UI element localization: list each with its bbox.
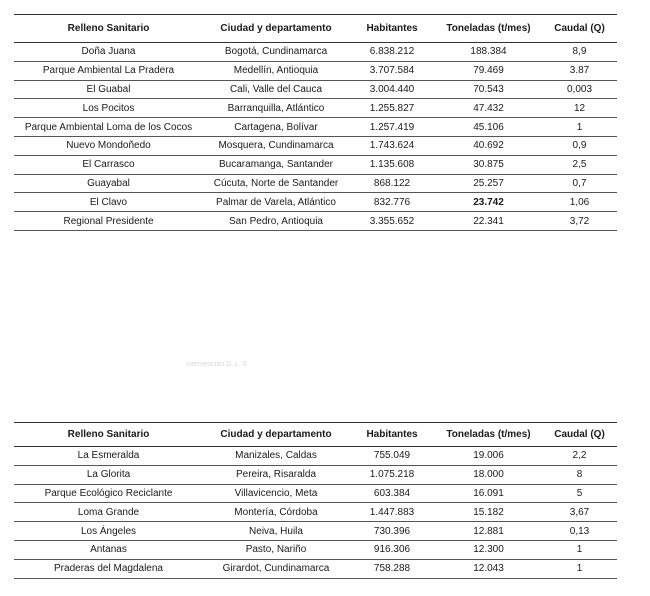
cell-caudal: 5 — [542, 484, 617, 503]
header-toneladas: Toneladas (t/mes) — [435, 15, 542, 43]
cell-habitantes: 1.075.218 — [349, 465, 435, 484]
cell-toneladas: 70.543 — [435, 80, 542, 99]
header-caudal: Caudal (Q) — [542, 15, 617, 43]
table-row — [14, 80, 617, 99]
table-row — [14, 484, 617, 503]
table-row — [14, 155, 617, 174]
cell-relleno: Praderas del Magdalena — [14, 559, 203, 578]
cell-relleno: Parque Ambiental Loma de los Cocos — [14, 118, 203, 137]
cell-caudal: 1 — [542, 540, 617, 559]
cell-toneladas: 18.000 — [435, 465, 542, 484]
cell-ciudad: San Pedro, Antioquia — [203, 212, 349, 231]
cell-toneladas: 40.692 — [435, 136, 542, 155]
cell-ciudad: Cúcuta, Norte de Santander — [203, 174, 349, 193]
table-row — [14, 522, 617, 541]
cell-caudal: 1 — [542, 118, 617, 137]
cell-habitantes: 3.707.584 — [349, 61, 435, 80]
cell-ciudad: Girardot, Cundinamarca — [203, 559, 349, 578]
cell-ciudad: Manizales, Caldas — [203, 447, 349, 466]
cell-caudal: 1,06 — [542, 193, 617, 212]
cell-toneladas: 188.384 — [435, 43, 542, 62]
cell-toneladas: 25.257 — [435, 174, 542, 193]
cell-ciudad: Mosquera, Cundinamarca — [203, 136, 349, 155]
table-row — [14, 540, 617, 559]
cell-toneladas: 30.875 — [435, 155, 542, 174]
cell-habitantes: 832.776 — [349, 193, 435, 212]
cell-caudal: 1 — [542, 559, 617, 578]
cell-relleno: Nuevo Mondoñedo — [14, 136, 203, 155]
table-header-row — [14, 423, 617, 447]
cell-toneladas: 19.006 — [435, 447, 542, 466]
cell-ciudad: Neiva, Huila — [203, 522, 349, 541]
cell-ciudad: Medellín, Antioquia — [203, 61, 349, 80]
header-relleno: Relleno Sanitario — [14, 15, 203, 43]
cell-caudal: 0,13 — [542, 522, 617, 541]
cell-ciudad: Barranquilla, Atlántico — [203, 99, 349, 118]
cell-habitantes: 916.306 — [349, 540, 435, 559]
cell-habitantes: 603.384 — [349, 484, 435, 503]
table-row — [14, 99, 617, 118]
header-ciudad: Ciudad y departamento — [203, 423, 349, 447]
header-toneladas: Toneladas (t/mes) — [435, 423, 542, 447]
cell-relleno: El Carrasco — [14, 155, 203, 174]
cell-relleno: Guayabal — [14, 174, 203, 193]
cell-habitantes: 1.743.624 — [349, 136, 435, 155]
cell-relleno: El Clavo — [14, 193, 203, 212]
cell-habitantes: 1.135.608 — [349, 155, 435, 174]
landfill-table-top — [14, 14, 617, 231]
cell-habitantes: 1.255.827 — [349, 99, 435, 118]
header-habitantes: Habitantes — [349, 15, 435, 43]
cell-relleno: El Guabal — [14, 80, 203, 99]
cell-toneladas: 23.742 — [435, 193, 542, 212]
cell-toneladas: 47.432 — [435, 99, 542, 118]
header-caudal: Caudal (Q) — [542, 423, 617, 447]
table-row — [14, 136, 617, 155]
table-row — [14, 61, 617, 80]
cell-habitantes: 1.447.883 — [349, 503, 435, 522]
cell-ciudad: Bogotá, Cundinamarca — [203, 43, 349, 62]
table-header-row — [14, 15, 617, 43]
cell-ciudad: Montería, Córdoba — [203, 503, 349, 522]
cell-relleno: Parque Ambiental La Pradera — [14, 61, 203, 80]
table-row — [14, 559, 617, 578]
cell-habitantes: 758.288 — [349, 559, 435, 578]
cell-relleno: Los Ángeles — [14, 522, 203, 541]
cell-toneladas: 12.300 — [435, 540, 542, 559]
cell-caudal: 8,9 — [542, 43, 617, 62]
table-row — [14, 503, 617, 522]
cell-caudal: 2,5 — [542, 155, 617, 174]
header-relleno: Relleno Sanitario — [14, 423, 203, 447]
table-row — [14, 465, 617, 484]
cell-toneladas: 15.182 — [435, 503, 542, 522]
cell-relleno: Doña Juana — [14, 43, 203, 62]
cell-relleno: Regional Presidente — [14, 212, 203, 231]
table-row — [14, 447, 617, 466]
header-habitantes: Habitantes — [349, 423, 435, 447]
cell-relleno: Loma Grande — [14, 503, 203, 522]
cell-habitantes: 3.355.652 — [349, 212, 435, 231]
cell-habitantes: 1.257.419 — [349, 118, 435, 137]
cell-ciudad: Palmar de Varela, Atlántico — [203, 193, 349, 212]
cell-caudal: 3.87 — [542, 61, 617, 80]
cell-relleno: Parque Ecológico Reciclante — [14, 484, 203, 503]
table-row — [14, 43, 617, 62]
table-row — [14, 118, 617, 137]
cell-caudal: 0,003 — [542, 80, 617, 99]
cell-toneladas: 45.106 — [435, 118, 542, 137]
cell-caudal: 0,9 — [542, 136, 617, 155]
cell-ciudad: Villavicencio, Meta — [203, 484, 349, 503]
cell-caudal: 3,72 — [542, 212, 617, 231]
cell-habitantes: 730.396 — [349, 522, 435, 541]
cell-caudal: 2,2 — [542, 447, 617, 466]
cell-ciudad: Pasto, Nariño — [203, 540, 349, 559]
cell-ciudad: Cali, Valle del Cauca — [203, 80, 349, 99]
faint-watermark-text: Intervención D. L. 0 — [186, 361, 247, 368]
cell-caudal: 3,67 — [542, 503, 617, 522]
cell-ciudad: Pereira, Risaralda — [203, 465, 349, 484]
cell-habitantes: 6.838.212 — [349, 43, 435, 62]
cell-habitantes: 868.122 — [349, 174, 435, 193]
cell-toneladas: 79.469 — [435, 61, 542, 80]
cell-toneladas: 12.881 — [435, 522, 542, 541]
header-ciudad: Ciudad y departamento — [203, 15, 349, 43]
cell-ciudad: Cartagena, Bolívar — [203, 118, 349, 137]
table-row — [14, 193, 617, 212]
table-row — [14, 174, 617, 193]
cell-relleno: Antanas — [14, 540, 203, 559]
cell-relleno: La Glorita — [14, 465, 203, 484]
cell-caudal: 12 — [542, 99, 617, 118]
cell-toneladas: 16.091 — [435, 484, 542, 503]
cell-toneladas: 12.043 — [435, 559, 542, 578]
cell-toneladas: 22.341 — [435, 212, 542, 231]
cell-caudal: 8 — [542, 465, 617, 484]
cell-ciudad: Bucaramanga, Santander — [203, 155, 349, 174]
cell-relleno: Los Pocitos — [14, 99, 203, 118]
cell-habitantes: 755.049 — [349, 447, 435, 466]
table-row — [14, 212, 617, 231]
cell-caudal: 0,7 — [542, 174, 617, 193]
cell-habitantes: 3.004.440 — [349, 80, 435, 99]
landfill-table-bottom — [14, 422, 617, 579]
cell-relleno: La Esmeralda — [14, 447, 203, 466]
